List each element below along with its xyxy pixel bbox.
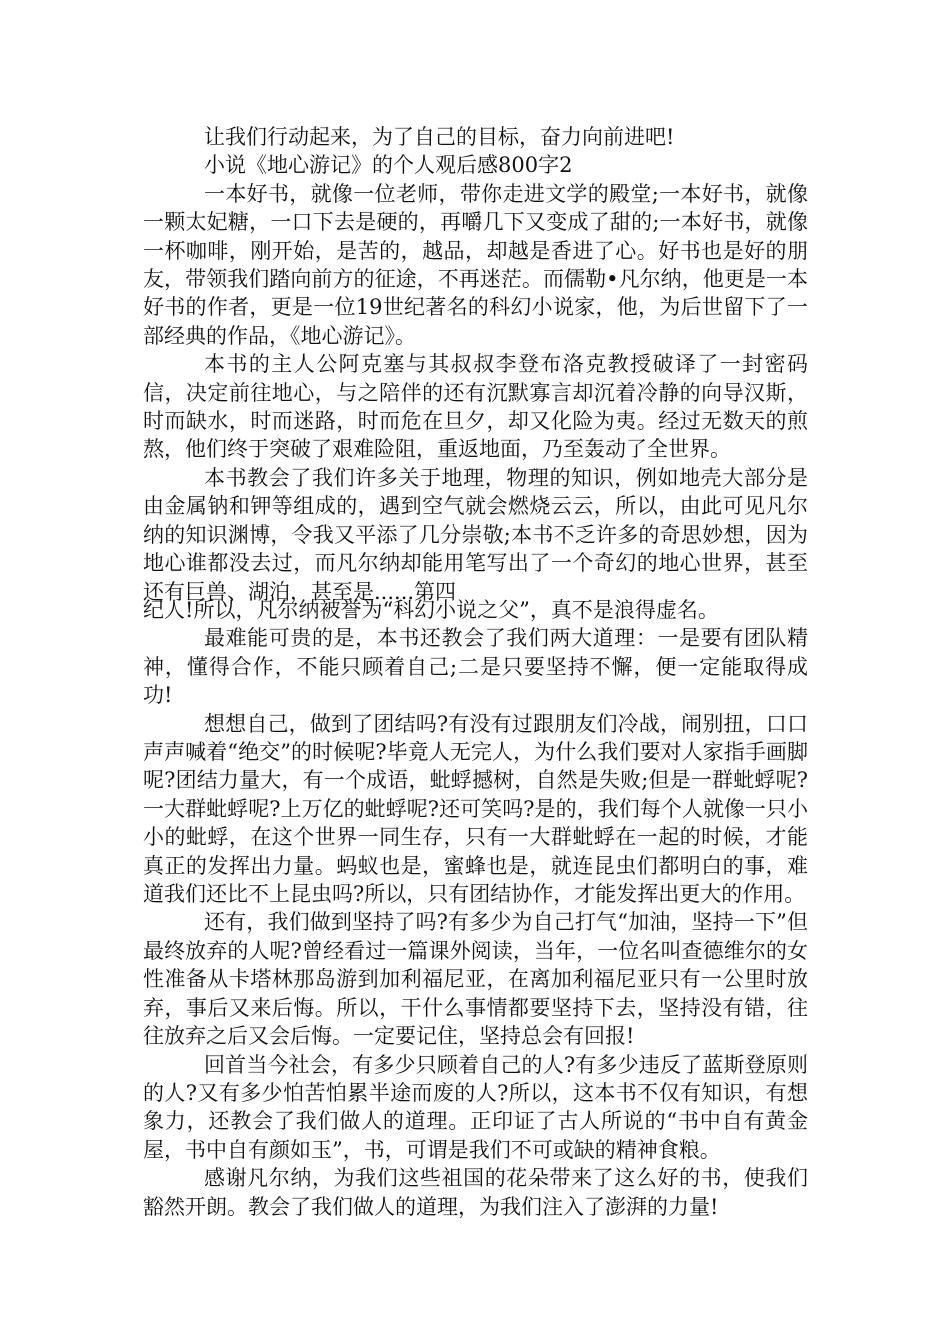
essay-title: 小说《地心游记》的个人观后感800字2 [204, 153, 573, 178]
paragraph-thanks: 感谢凡尔纳，为我们这些祖国的花朵带来了这么好的书，使我们豁然开朗。教会了我们做人的道理，为我们注入了澎湃的力量! [143, 1166, 808, 1219]
paragraph-lessons: 最难能可贵的是，本书还教会了我们两大道理：一是要有团队精神，懂得合作，不能只顾着自己;二是只要坚持不懈，便一定能取得成功! [143, 626, 808, 708]
paragraph-continuation: 纪人!所以，凡尔纳被誉为“科幻小说之父”，真不是浪得虚名。 [143, 598, 719, 622]
paragraph-intro: 一本好书，就像一位老师，带你走进文学的殿堂;一本好书，就像一颗太妃糖，一口下去是硬的，再嚼几下又变成了甜的;一本好书，就像一杯咖啡，刚开始，是苦的，越品，却越是香进了心。好书也是好的朋友，带领我们踏向前方的征途，不再迷茫。而儒勒•凡尔纳，他更是一本好书的作者，更是一位19世纪著名的科幻小说家，他，为后世留下了一部经典的作品，《地心游记》。 [143, 181, 808, 348]
paragraph-persistence: 还有，我们做到坚持了吗?有多少为自己打气“加油，坚持一下”但最终放弃的人呢?曾经看过一篇课外阅读，当年，一位名叫查德维尔的女性准备从卡塔林那岛游到加利福尼亚，在离加利福尼亚只有一公里时放弃，事后又来后悔。所以，干什么事情都要坚持下去，坚持没有错，往往放弃之后又会后悔。一定要记住，坚持总会有回报! [143, 910, 808, 1049]
document-bottom-section [143, 596, 808, 1221]
paragraph-plot: 本书的主人公阿克塞与其叔叔李登布洛克教授破译了一封密码信，决定前往地心，与之陪伴的还有沉默寡言却沉着冷静的向导汉斯，时而缺水，时而迷路，时而危在旦夕，却又化险为夷。经过无数天的煎熬，他们终于突破了艰难险阻，重返地面，乃至轰动了全世界。 [143, 352, 808, 462]
paragraph-teamwork: 想想自己，做到了团结吗?有没有过跟朋友们冷战，闹别扭，口口声声喊着“绝交”的时候呢?毕竟人无完人，为什么我们要对人家指手画脚呢?团结力量大，有一个成语，蚍蜉撼树，自然是失败;但是一群蚍蜉呢?一大群蚍蜉呢?上万亿的蚍蜉呢?还可笑吗?是的，我们每个人就像一只小小的蚍蜉，在这个世界一同生存，只有一大群蚍蜉在一起的时候，才能真正的发挥出力量。蚂蚁也是，蜜蜂也是，就连昆虫们都明白的事，难道我们还比不上昆虫吗?所以，只有团结协作，才能发挥出更大的作用。 [143, 711, 808, 907]
paragraph-society: 回首当今社会，有多少只顾着自己的人?有多少违反了蓝斯登原则的人?又有多少怕苦怕累半途而废的人?所以，这本书不仅有知识，有想象力，还教会了我们做人的道理。正印证了古人所说的“书中自有黄金屋，书中自有颜如玉”，书，可谓是我们不可或缺的精神食粮。 [143, 1052, 808, 1162]
closing-sentence: 让我们行动起来，为了自己的目标，奋力向前进吧! [204, 125, 675, 149]
document-top-section [143, 123, 808, 606]
paragraph-knowledge: 本书教会了我们许多关于地理，物理的知识，例如地壳大部分是由金属钠和钾等组成的，遇到空气就会燃烧云云，所以，由此可见凡尔纳的知识渊博，令我又平添了几分崇敬;本书不乏许多的奇思妙想，因为地心谁都没去过，而凡尔纳却能用笔写出了一个奇幻的地心世界，甚至还有巨兽、湖泊，甚至是......第四 [143, 465, 808, 604]
